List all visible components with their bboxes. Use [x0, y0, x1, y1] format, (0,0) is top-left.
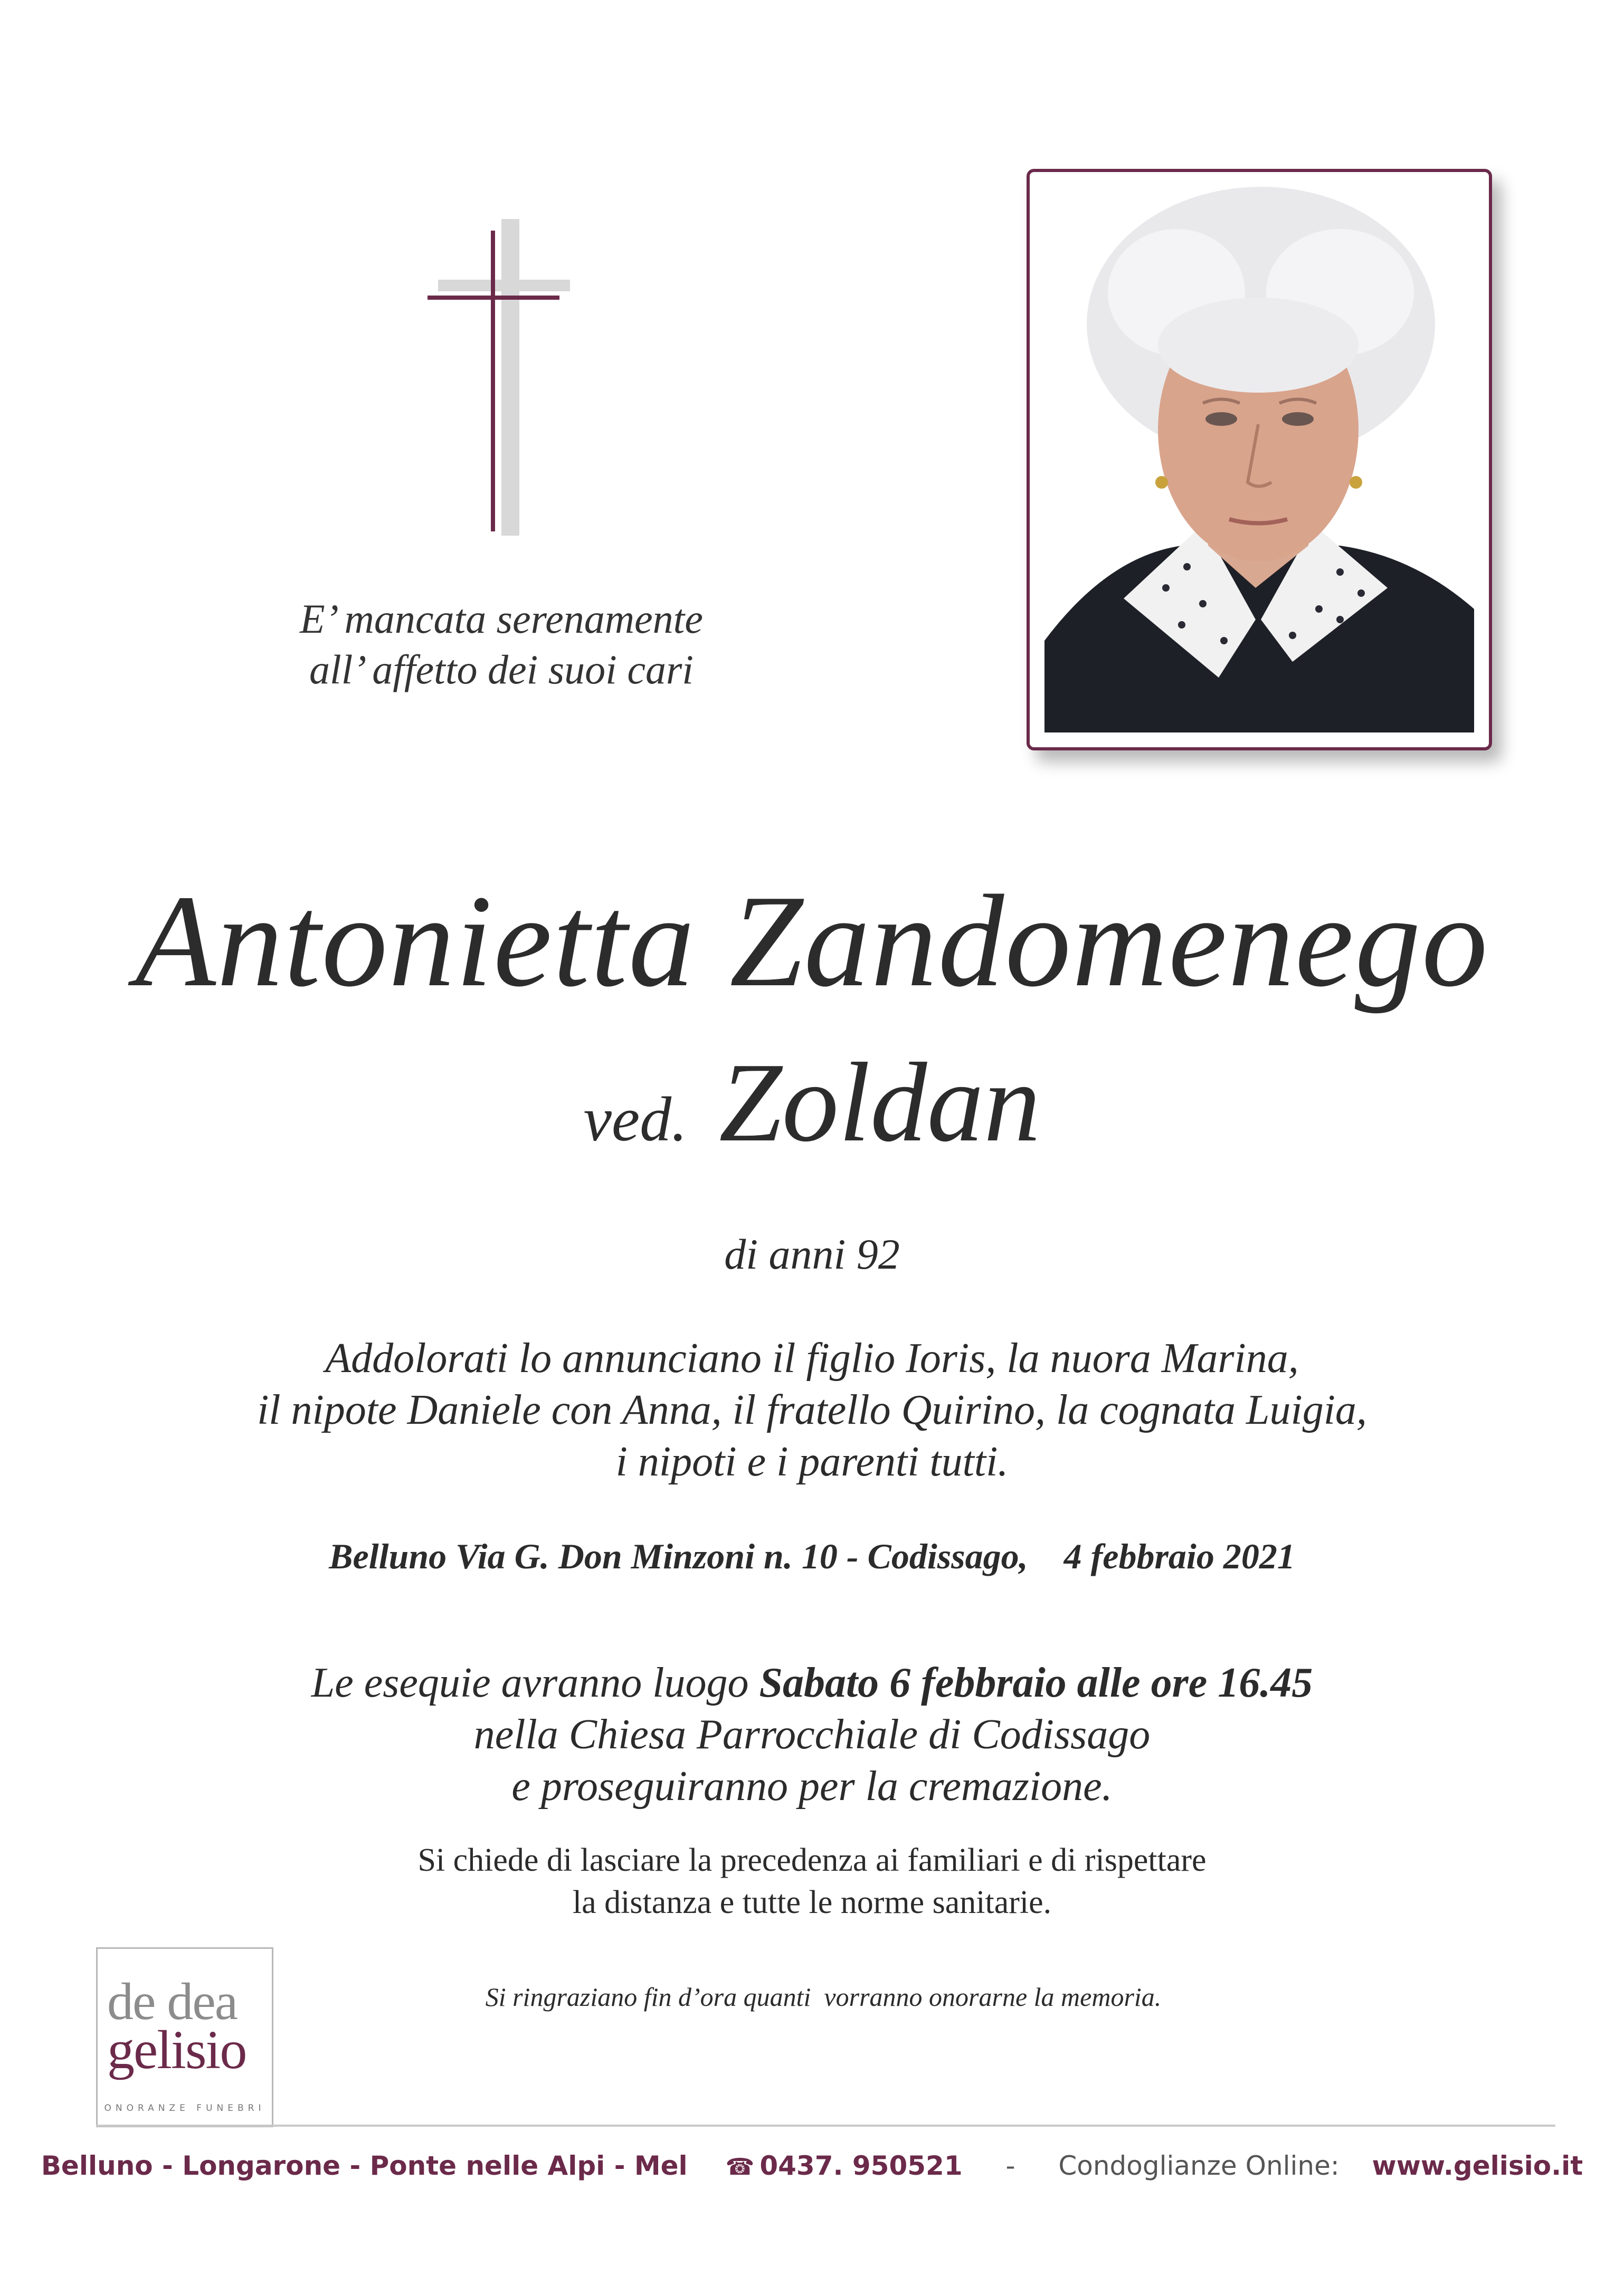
- married-name-line: [0, 1037, 1624, 1168]
- address-date: Belluno Via G. Don Minzoni n. 10 - Codissago, 4 febbraio 2021: [329, 1536, 1295, 1576]
- funeral-prefix: Le esequie avranno luogo: [311, 1660, 759, 1706]
- thanks-text: Si ringraziano fin d’ora quanti vorranno onorarne la memoria.: [485, 1982, 1162, 2012]
- footer-phone: 0437. 950521: [759, 2150, 963, 2181]
- notice-line-2: la distanza e tutte le norme sanitarie.: [572, 1884, 1052, 1920]
- deceased-name: Antonietta Zandomenego: [135, 868, 1489, 1014]
- portrait-photo: [1044, 187, 1474, 732]
- footer-separator: -: [1005, 2150, 1015, 2181]
- footer-condolences-label: Condoglianze Online:: [1058, 2150, 1340, 2181]
- portrait-frame: [1027, 169, 1492, 750]
- notice-line-1: Si chiede di lasciare la precedenza ai familiari e di rispettare: [417, 1842, 1207, 1878]
- announcement-line-3: i nipoti e i parenti tutti.: [615, 1439, 1009, 1485]
- funeral-home-logo: [96, 1947, 273, 2127]
- announcement-line-1: Addolorati lo annunciano il figlio Ioris, la nuora Marina,: [325, 1335, 1299, 1382]
- funeral-line-3: e proseguiranno per la cremazione.: [511, 1763, 1113, 1810]
- footer-locations: Belluno - Longarone - Ponte nelle Alpi - Mel: [41, 2150, 688, 2181]
- footer: [0, 2150, 1624, 2181]
- logo-line-1: de dea: [107, 1972, 238, 2031]
- phone-icon: ☎: [725, 2154, 755, 2181]
- footer-website-link[interactable]: www.gelisio.it: [1372, 2150, 1583, 2181]
- funeral-line-2: nella Chiesa Parrocchiale di Codissago: [473, 1711, 1151, 1758]
- age: di anni 92: [724, 1230, 900, 1278]
- intro-line-2: all’ affetto dei suoi cari: [309, 646, 694, 692]
- married-name: Zoldan: [719, 1039, 1041, 1165]
- funeral-when: Sabato 6 febbraio alle ore 16.45: [759, 1660, 1313, 1706]
- footer-divider: [96, 2125, 1555, 2127]
- funeral-info: [0, 1657, 1624, 1812]
- announcement: [0, 1332, 1624, 1488]
- intro-text: [222, 594, 781, 695]
- logo-subtitle: ONORANZE FUNEBRI: [104, 2103, 265, 2114]
- funeral-line-1: [0, 1657, 1624, 1709]
- health-notice: [0, 1839, 1624, 1924]
- cross-icon: [422, 208, 581, 546]
- intro-line-1: E’ mancata serenamente: [300, 596, 703, 642]
- logo-line-2: gelisio: [107, 2020, 246, 2080]
- announcement-line-2: il nipote Daniele con Anna, il fratello Quirino, la cognata Luigia,: [257, 1387, 1367, 1433]
- ved-prefix: ved.: [583, 1084, 688, 1154]
